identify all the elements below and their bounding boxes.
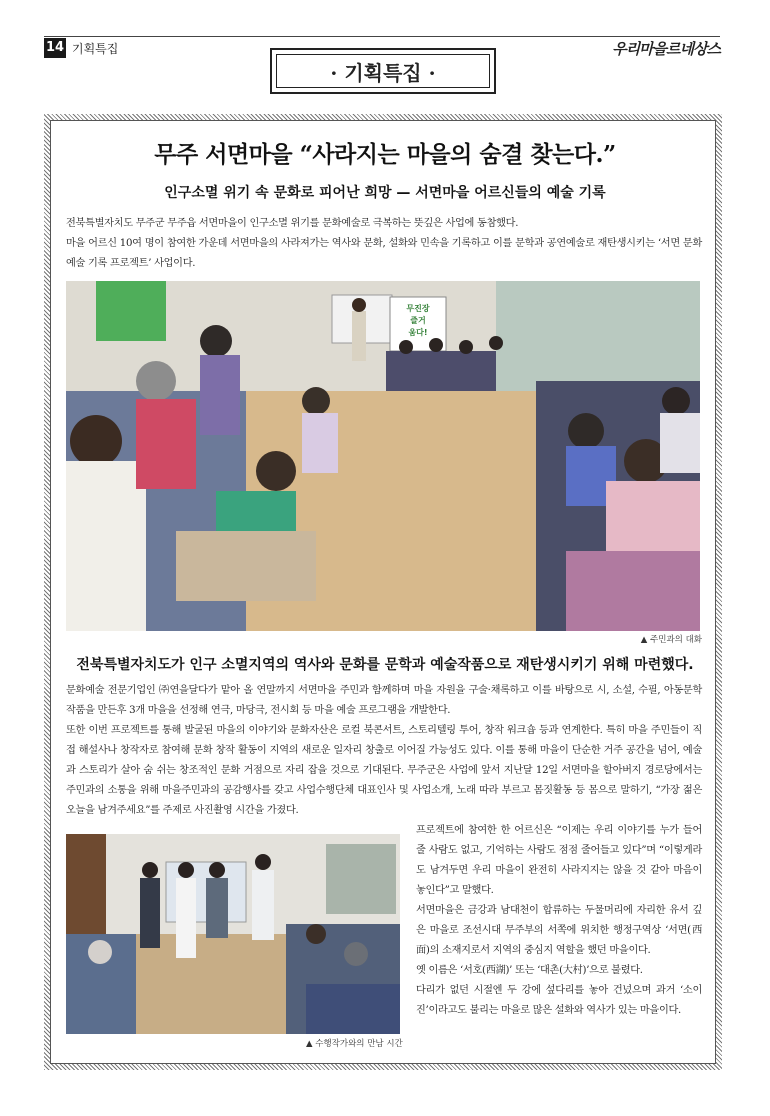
photo1-caption: ▲ 주민과의 대화 — [640, 635, 702, 645]
intro-paragraph: 전북특별자치도 무주군 무주읍 서면마을이 인구소멸 위기를 문화예술로 극복하는 뜻깊은 사업에 동참했다. 마을 어르신 10여 명이 참여한 가운데 서면마을의 사라져가는 역사와 문화, 설화와 민속을 기록하고 이를 문학과 공연예술로 재탄생시키는 ‘서면 문화예술 기록 프로젝트’ 사업이다. — [66, 218, 702, 269]
body-paragraph: 문화예술 전문기업인 ㈜연을달다가 맡아 올 연말까지 서면마을 주민과 함께하며 마을 자원을 구술·채록하고 이를 바탕으로 시, 소설, 수필, 아동문학 작품을 만든후 3개 마을을 선정해 연극, 마당극, 전시회 등 마을 예술 프로그램을 개발한다. 또한 이번 프로젝트를 통해 발굴된 마을의 이야기와 문화자산은 로컬 북콘서트, 스토리텔링 투어, 창작 워크숍 등과 연계한다. 특히 마을 주민들이 직접 해설사나 창작자로 참여해 문화 창작 활동이 지역의 새로운 일자리 창출로 이어질 가능성도 있다. 이를 통해 마을이 단순한 거주 공간을 넘어, 예술과 스토리가 살아 숨 쉬는 창조적인 문화 거점으로 자리 잡을 것으로 기대된다. 무주군은 사업에 앞서 지난달 12일 서면마을 할아버지 경로당에서는 주민과의 소통을 위해 마을주민과의 공감행사를 갖고 사업수행단체 대표인사 및 사업소개, 노래 따라 부르고 몸짓활동 등 몸으로 말하기, “가장 젊은 오늘을 남겨주세요”를 주제로 사진촬영 시간을 가졌다. — [66, 685, 702, 816]
svg-text:움다!: 움다! — [408, 328, 428, 337]
svg-text:즐거: 즐거 — [410, 316, 426, 325]
page-number: 14 — [44, 38, 66, 58]
right-column-paragraph: 프로젝트에 참여한 한 어르신은 “이제는 우리 이야기를 누가 들어줄 사람도 없고, 기억하는 사람도 점점 줄어들고 있다”며 “이렇게라도 남겨두면 우리 마을이 완전히 사라지지는 않을 것 같아 마음이 놓인다”고 말했다. 서면마을은 금강과 남대천이 합류하는 두물머리에 자리한 유서 깊은 마을로 조선시대 무주부의 서쪽에 위치한 행정구역상 ‘서면(西面)의 소재지로서 지역의 중심지 역할을 했던 마을이다. 옛 이름은 ‘서호(西湖)’ 또는 ‘대촌(大村)’으로 불렸다. 다리가 없던 시절엔 두 강에 섶다리를 놓아 건넜으며 과거 ‘소이진’이라고도 불리는 마을로 많은 설화와 역사가 있는 마을이다. — [416, 825, 702, 1016]
article-subheadline: 인구소멸 위기 속 문화로 피어난 희망 — 서면마을 어르신들의 예술 기록 — [164, 185, 606, 201]
section-label: 기획특집 — [72, 42, 119, 56]
photo-writer-meeting — [66, 834, 400, 1034]
header-rule — [44, 36, 720, 37]
article-headline: 무주 서면마을 “사라지는 마을의 숨결 찾는다.” — [154, 141, 616, 168]
photo-resident-dialogue — [66, 281, 700, 631]
section-banner — [270, 48, 496, 94]
section-headline: 전북특별자치도가 인구 소멸지역의 역사와 문화를 문학과 예술작품으로 재탄생시키기 위해 마련했다. — [76, 657, 694, 673]
banner-title: · 기획특집 · — [330, 60, 436, 85]
publication-logo: 우리마을르네상스 — [612, 40, 720, 58]
slogan-board-text: 무진장 — [406, 304, 430, 313]
photo2-caption: ▲ 수행작가와의 만남 시간 — [306, 1039, 403, 1049]
